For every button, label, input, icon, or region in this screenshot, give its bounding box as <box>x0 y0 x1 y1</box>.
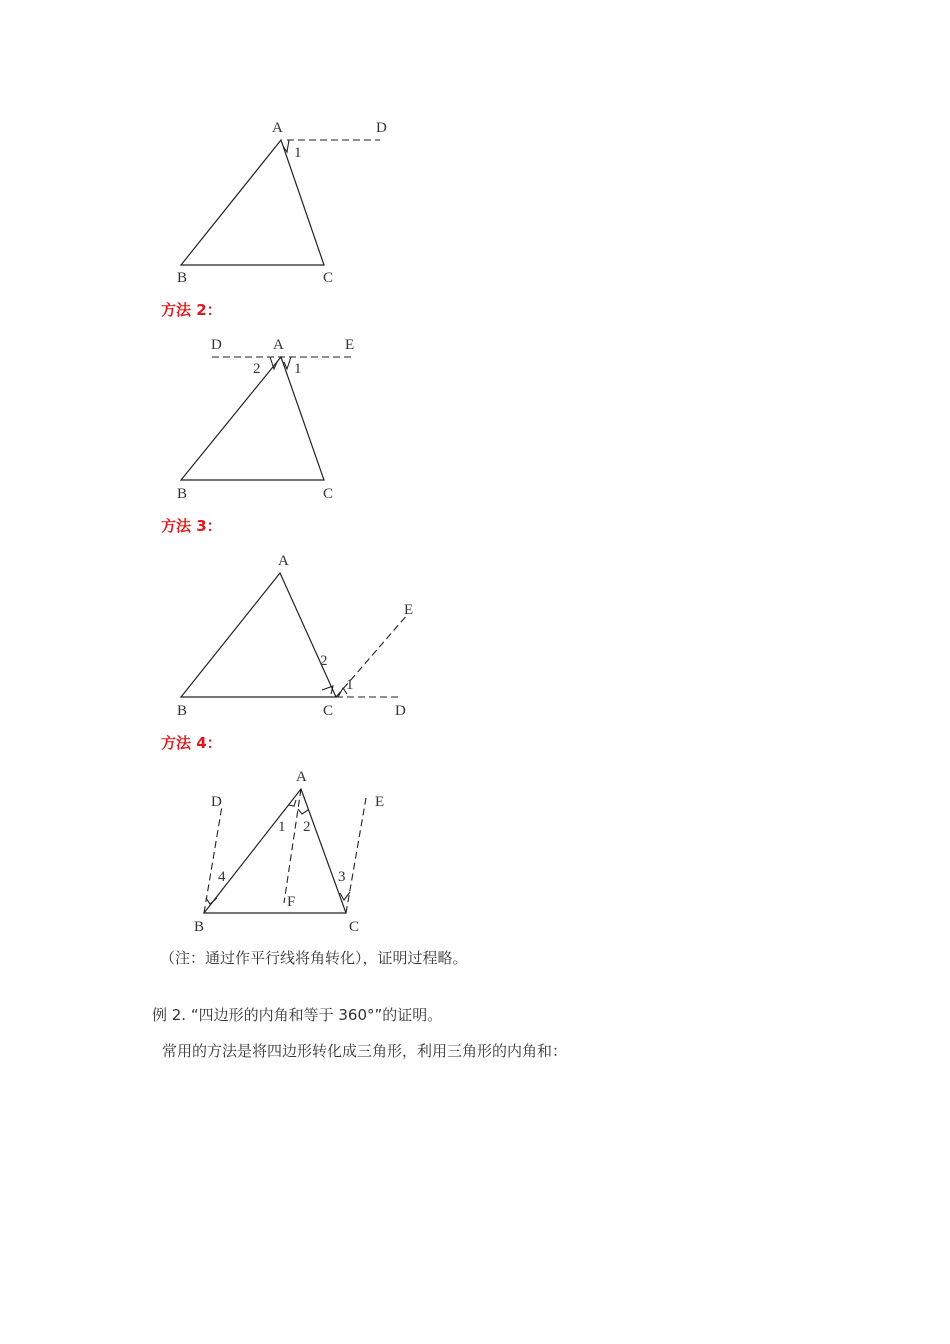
angle-2-label: 2 <box>320 653 328 669</box>
angle-2-label: 2 <box>253 361 261 377</box>
angle-1-label: 1 <box>278 819 286 835</box>
triangle-abc <box>204 789 346 913</box>
triangle-abc <box>181 140 324 265</box>
label-a: A <box>273 337 284 353</box>
triangle-abc <box>181 573 336 697</box>
parallel-line-bd <box>204 806 222 913</box>
method-3-heading: 方法 3： <box>161 517 222 535</box>
common-method-text: 常用的方法是将四边形转化成三角形，利用三角形的内角和： <box>162 1042 568 1060</box>
angle-1-label: 1 <box>346 677 354 693</box>
label-d: D <box>211 337 222 353</box>
label-e: E <box>375 794 385 810</box>
angle-1-label: 1 <box>294 361 302 377</box>
label-e: E <box>345 337 355 353</box>
label-c: C <box>323 270 334 286</box>
angle-2-arc <box>298 809 308 814</box>
figure-2-triangle-parallel-line <box>150 330 430 510</box>
note-text: （注：通过作平行线将角转化），证明过程略。 <box>160 949 468 967</box>
label-e: E <box>404 602 414 618</box>
label-d: D <box>211 794 222 810</box>
example-2-title: 例 2. “四边形的内角和等于 360°”的证明。 <box>152 1006 443 1024</box>
figure-4-triangle-three-parallels <box>185 760 395 940</box>
method-4-heading: 方法 4： <box>161 734 222 752</box>
label-b: B <box>177 270 188 286</box>
label-b: B <box>194 919 205 935</box>
label-a: A <box>296 769 307 785</box>
label-c: C <box>349 919 360 935</box>
figure-3-triangle-extended-side <box>150 545 440 725</box>
label-b: B <box>177 486 188 502</box>
label-c: C <box>323 486 334 502</box>
label-f: F <box>287 894 296 910</box>
method-2-heading: 方法 2： <box>161 301 222 319</box>
angle-4-arc <box>206 898 217 904</box>
angle-1-label: 1 <box>294 145 302 161</box>
angle-3-label: 3 <box>338 869 346 885</box>
label-d: D <box>376 120 387 136</box>
parallel-line-ce <box>346 798 366 913</box>
label-d: D <box>395 703 406 719</box>
label-c: C <box>323 703 334 719</box>
figure-1-triangle-parallel-line <box>150 110 430 295</box>
label-a: A <box>272 120 283 136</box>
angle-2-label: 2 <box>303 819 311 835</box>
label-a: A <box>278 553 289 569</box>
label-b: B <box>177 703 188 719</box>
angle-4-label: 4 <box>218 869 226 885</box>
